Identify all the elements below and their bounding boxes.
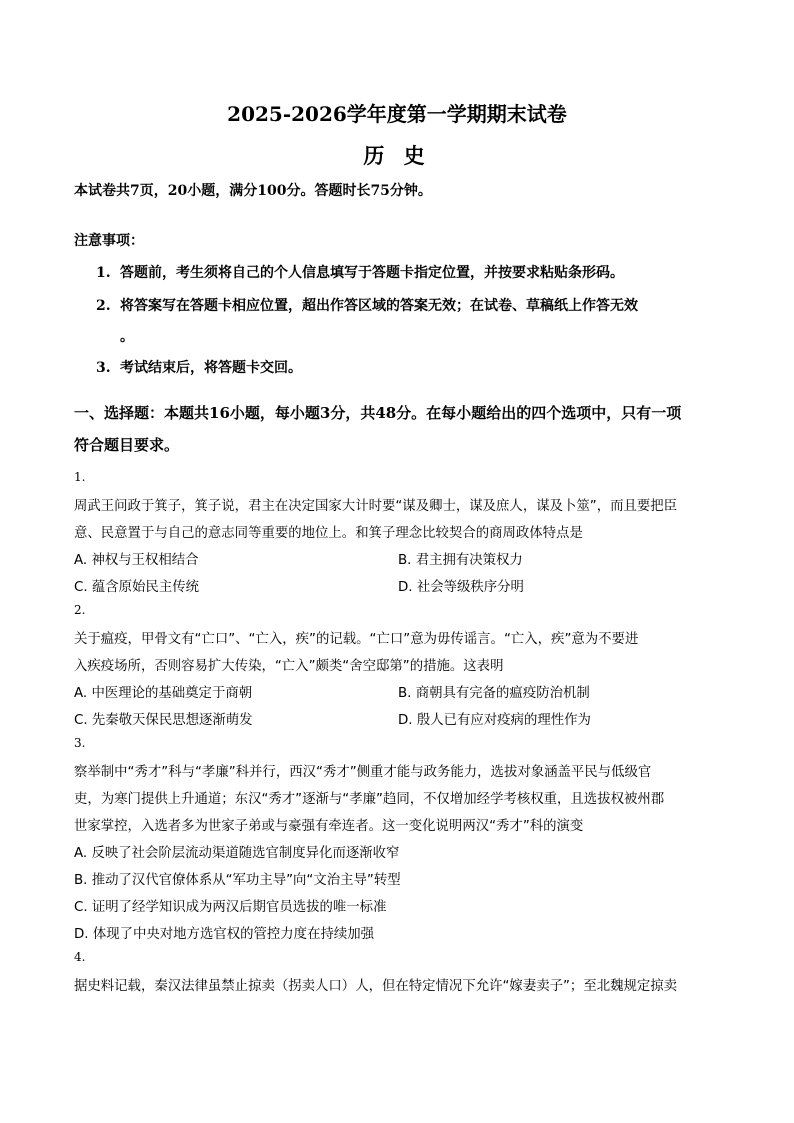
option-b: B. 君主拥有决策权力 — [398, 553, 523, 568]
question-stem-line: 入疾疫场所，否则容易扩大传染，“亡入”颇类“舍空邸第”的措施。这表明 — [74, 659, 504, 674]
subject-title: 历 史 — [363, 143, 431, 168]
question-stem-line: 察举制中“秀才”科与“孝廉”科并行，西汉“秀才”侧重才能与政务能力，选拔对象涵盖平民与低级官 — [74, 765, 652, 780]
option-b: B. 推动了汉代官僚体系从“军功主导”向“文治主导”转型 — [74, 873, 401, 888]
question-stem-line: 世家掌控，入选者多为世家子弟或与豪强有牵连者。这一变化说明两汉“秀才”科的演变 — [74, 819, 584, 834]
question-number: 2. — [74, 603, 86, 617]
option-a: A. 反映了社会阶层流动渠道随选官制度异化而逐渐收窄 — [74, 846, 400, 861]
notice-text: 答题前，考生须将自己的个人信息填写于答题卡指定位置，并按要求粘贴条形码。 — [120, 265, 624, 281]
notice-number: 3. — [96, 360, 111, 376]
option-c: C. 先秦敬天保民思想逐渐萌发 — [74, 713, 253, 728]
notice-text-continuation: 。 — [120, 329, 134, 345]
section-heading: 一、选择题：本题共16小题，每小题3分，共48分。在每小题给出的四个选项中，只有一项 — [74, 404, 682, 422]
notice-item — [96, 357, 302, 377]
notice-number: 1. — [96, 265, 111, 281]
question-stem-line: 吏，为寒门提供上升通道；东汉“秀才”逐渐与“孝廉”趋同，不仅增加经学考核权重，且选拔权被州郡 — [74, 792, 665, 807]
notice-text: 将答案写在答题卡相应位置，超出作答区域的答案无效；在试卷、草稿纸上作答无效 — [120, 298, 638, 314]
option-d: D. 社会等级秩序分明 — [398, 580, 524, 595]
option-d: D. 体现了中央对地方选官权的管控力度在持续加强 — [74, 927, 375, 942]
notice-heading: 注意事项： — [74, 233, 144, 249]
option-c: C. 证明了经学知识成为两汉后期官员选拔的唯一标准 — [74, 900, 387, 915]
option-a: A. 神权与王权相结合 — [74, 553, 199, 568]
section-heading-continuation: 符合题目要求。 — [74, 436, 180, 454]
option-b: B. 商朝具有完备的瘟疫防治机制 — [398, 686, 590, 701]
notice-text: 考试结束后，将答题卡交回。 — [120, 360, 302, 376]
question-stem-line: 周武王问政于箕子，箕子说，君主在决定国家大计时要“谋及卿士，谋及庶人，谋及卜筮”，而且要把臣 — [74, 499, 678, 514]
option-c: C. 蕴含原始民主传统 — [74, 580, 199, 595]
exam-info: 本试卷共7页，20小题，满分100分。答题时长75分钟。 — [74, 183, 432, 199]
question-stem-line: 关于瘟疫，甲骨文有“亡口”、“亡入，疾”的记载。“亡口”意为毋传谣言。“亡入，疾”意为不要进 — [74, 632, 639, 647]
question-number: 3. — [74, 736, 86, 750]
question-number: 4. — [74, 950, 86, 964]
option-d: D. 殷人已有应对疫病的理性作为 — [398, 713, 591, 728]
notice-number: 2. — [96, 298, 111, 314]
option-a: A. 中医理论的基础奠定于商朝 — [74, 686, 253, 701]
question-stem-line: 意、民意置于与自己的意志同等重要的地位上。和箕子理念比较契合的商周政体特点是 — [74, 526, 583, 541]
notice-item — [96, 262, 624, 282]
question-stem-line: 据史料记载，秦汉法律虽禁止掠卖（拐卖人口）人，但在特定情况下允许“嫁妻卖子”；至北魏规定掠卖 — [74, 979, 678, 994]
exam-title: 2025-2026学年度第一学期期末试卷 — [227, 102, 567, 126]
question-number: 1. — [74, 470, 86, 484]
notice-item — [96, 295, 638, 315]
